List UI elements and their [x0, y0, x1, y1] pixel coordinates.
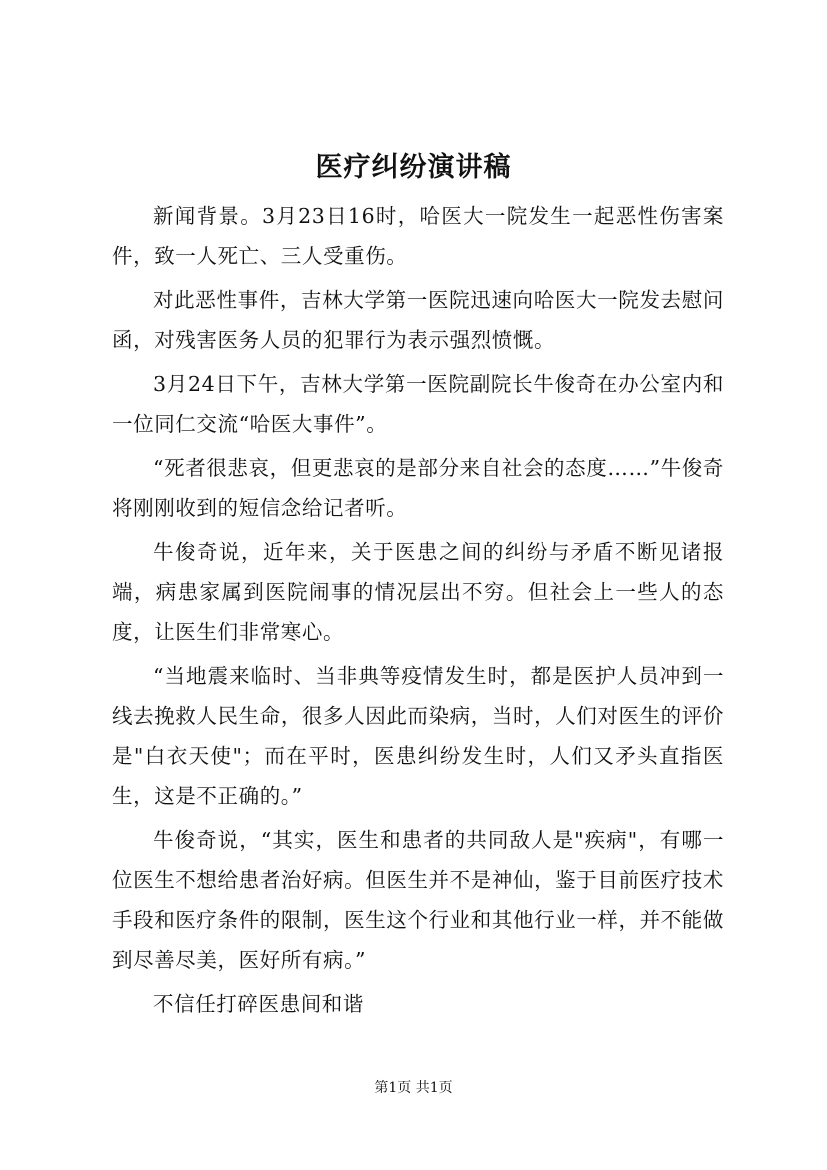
paragraph-doctor-patient-disputes: 牛俊奇说，近年来，关于医患之间的纠纷与矛盾不断见诸报端，病患家属到医院闹事的情况层出不穷。但社会上一些人的态度，让医生们非常寒心。: [112, 540, 724, 644]
document-body: [112, 196, 724, 1028]
paragraph-condolence-letter: 对此恶性事件，吉林大学第一医院迅速向哈医大一院发去慰问函，对残害医务人员的犯罪行为表示强烈愤慨。: [112, 288, 724, 352]
paragraph-news-background: 新闻背景。3月23日16时，哈医大一院发生一起恶性伤害案件，致一人死亡、三人受重伤。: [112, 204, 724, 268]
paragraph-sms-quote: “死者很悲哀，但更悲哀的是部分来自社会的态度……”牛俊奇将刚刚收到的短信念给记者听。: [112, 456, 724, 520]
paragraph-section-heading: 不信任打碎医患间和谐: [153, 992, 364, 1016]
paragraph-vice-president-talk: 3月24日下午，吉林大学第一医院副院长牛俊奇在办公室内和一位同仁交流“哈医大事件”。: [112, 372, 724, 436]
paragraph-earthquake-quote: “当地震来临时、当非典等疫情发生时，都是医护人员冲到一线去挽救人民生命，很多人因此而染病，当时，人们对医生的评价是"白衣天使"；而在平时，医患纠纷发生时，人们又矛头直指医生，这是不正确的。”: [112, 664, 724, 808]
page-footer: 第1页 共1页: [374, 1080, 453, 1096]
document-title: 医疗纠纷演讲稿: [315, 152, 512, 183]
paragraph-common-enemy-quote: 牛俊奇说，“其实，医生和患者的共同敌人是"疾病"，有哪一位医生不想给患者治好病。但医生并不是神仙，鉴于目前医疗技术手段和医疗条件的限制，医生这个行业和其他行业一样，并不能做到尽善尽美，医好所有病。”: [112, 828, 724, 972]
